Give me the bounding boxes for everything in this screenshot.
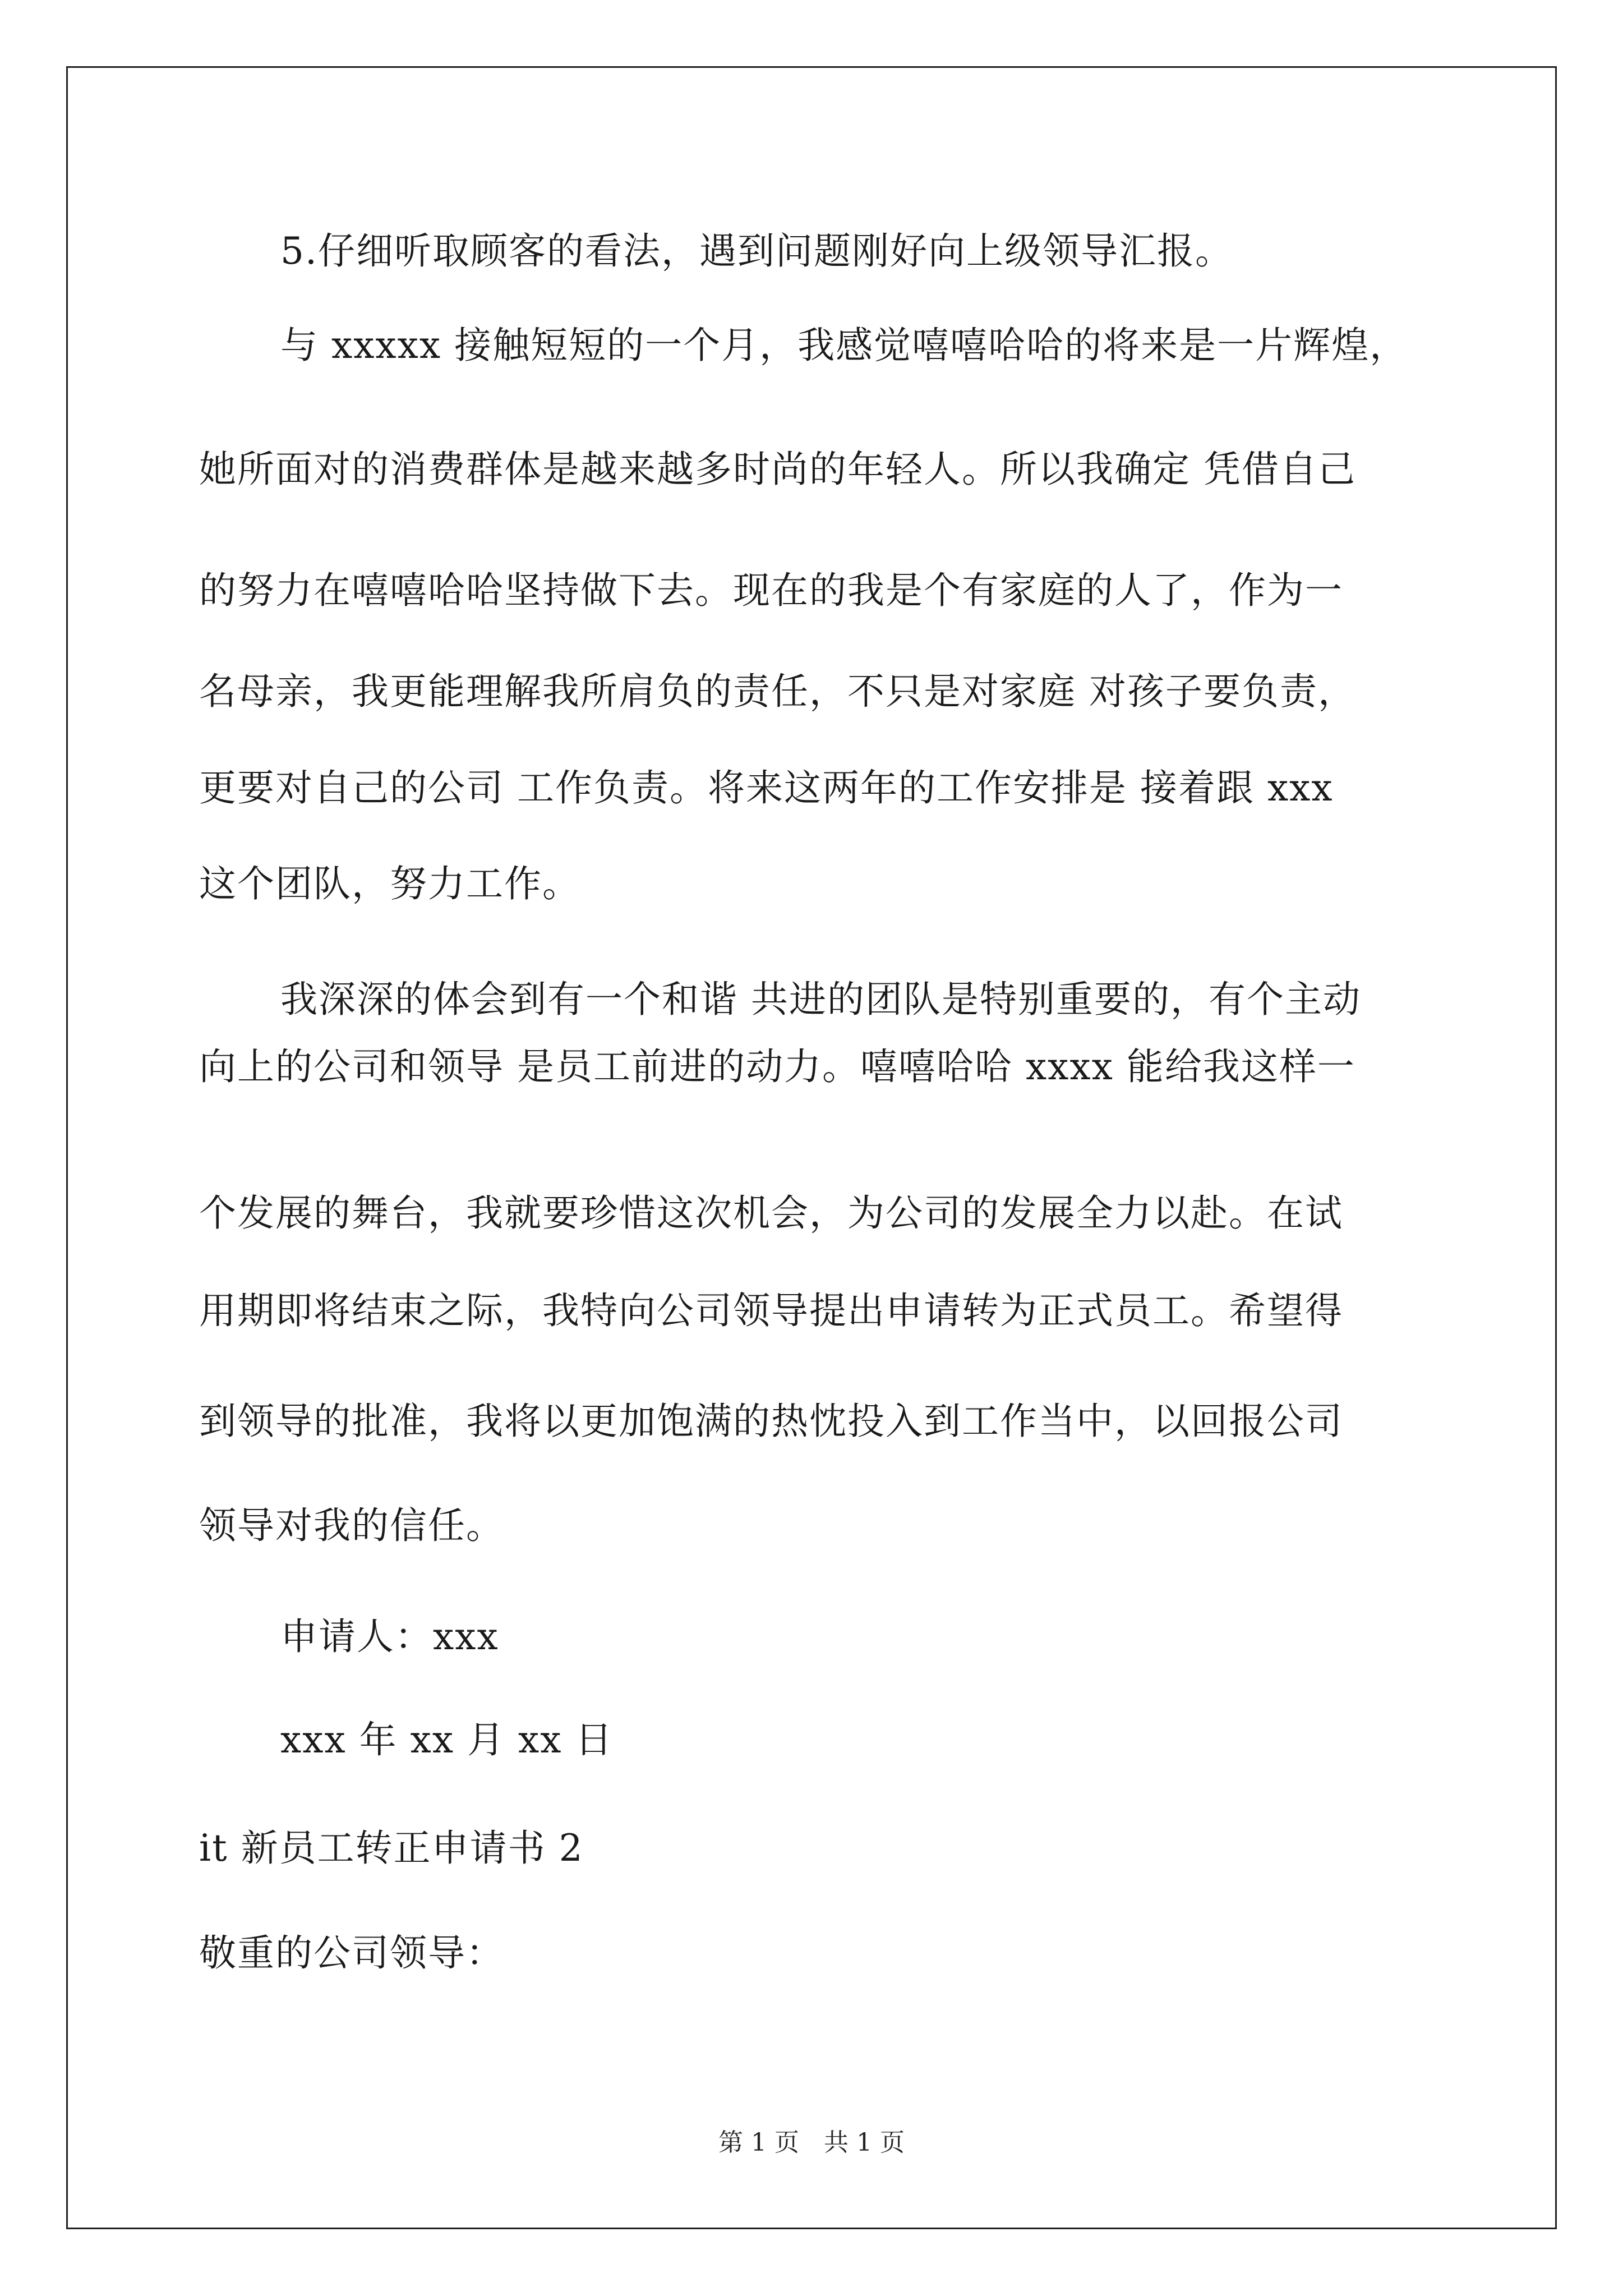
paragraph-line: 领导对我的信任。 <box>199 1504 504 1547</box>
section-heading: it 新员工转正申请书 2 <box>199 1826 584 1870</box>
paragraph-line: 到领导的批准，我将以更加饱满的热忱投入到工作当中，以回报公司 <box>199 1400 1343 1443</box>
paragraph-line: 我深深的体会到有一个和谐 共进的团队是特别重要的，有个主动 <box>280 978 1361 1021</box>
paragraph-line: 的努力在嘻嘻哈哈坚持做下去。现在的我是个有家庭的人了，作为一 <box>199 569 1343 612</box>
paragraph-line: 她所面对的消费群体是越来越多时尚的年轻人。所以我确定 凭借自己 <box>199 448 1356 491</box>
paragraph-line: 向上的公司和领导 是员工前进的动力。嘻嘻哈哈 xxxx 能给我这样一 <box>199 1045 1355 1088</box>
page-footer: 第 1 页 共 1 页 <box>718 2128 905 2157</box>
paragraph-line: 个发展的舞台，我就要珍惜这次机会，为公司的发展全力以赴。在试 <box>199 1191 1343 1235</box>
applicant-line: 申请人：xxx <box>280 1615 499 1658</box>
paragraph-line: 名母亲，我更能理解我所肩负的责任，不只是对家庭 对孩子要负责， <box>199 670 1356 713</box>
paragraph-line: 更要对自己的公司 工作负责。将来这两年的工作安排是 接着跟 xxx <box>199 766 1334 809</box>
paragraph-line: 用期即将结束之际，我特向公司领导提出申请转为正式员工。希望得 <box>199 1289 1343 1332</box>
paragraph-line: 这个团队，努力工作。 <box>199 862 580 905</box>
salutation-line: 敬重的公司领导： <box>199 1931 504 1975</box>
paragraph-line: 5.仔细听取顾客的看法，遇到问题刚好向上级领导汇报。 <box>280 229 1233 273</box>
page-frame <box>66 66 1557 2229</box>
paragraph-line: 与 xxxxx 接触短短的一个月，我感觉嘻嘻哈哈的将来是一片辉煌， <box>280 324 1408 367</box>
date-line: xxx 年 xx 月 xx 日 <box>280 1718 614 1761</box>
